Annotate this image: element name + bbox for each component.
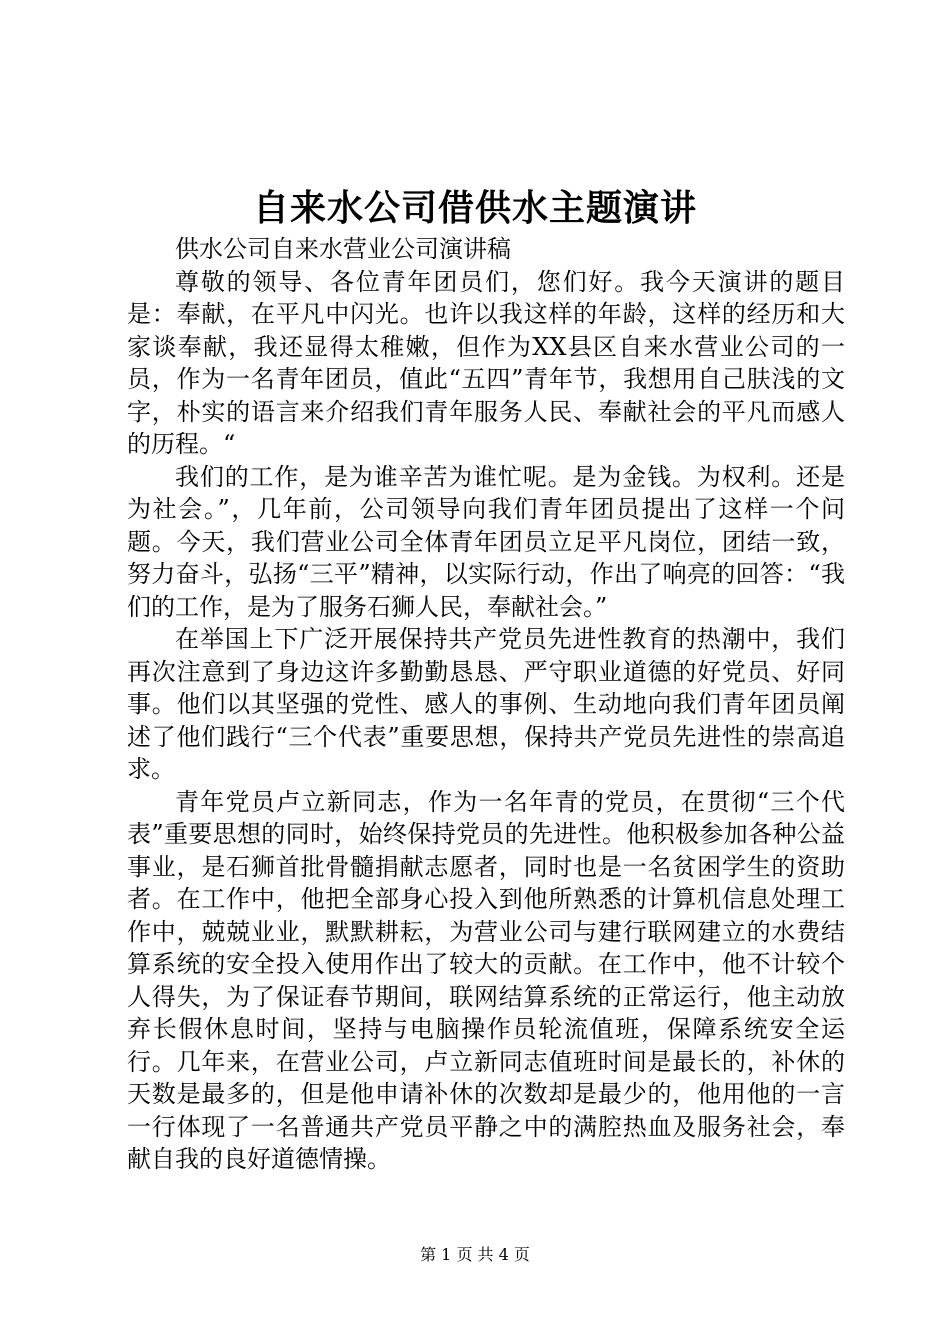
- document-subtitle: 供水公司自来水营业公司演讲稿: [175, 235, 511, 263]
- document-title: 自来水公司借供水主题演讲: [252, 187, 697, 229]
- paragraph-greeting: 尊敬的领导、各位青年团员们，您们好。我今天演讲的题目是：奉献，在平凡中闪光。也许以我这样的年龄，这样的经历和大家谈奉献，我还显得太稚嫩，但作为XX县区自来水营业公司的一员，作为一名青年团员，值此“五四”青年节，我想用自己肤浅的文字，朴实的语言来介绍我们青年服务人民、奉献社会的平凡而感人的历程。“: [127, 267, 845, 458]
- page-footer: 第 1 页 共 4 页: [420, 1245, 530, 1264]
- paragraph-lu-lixin: 青年党员卢立新同志，作为一名年青的党员，在贯彻“三个代表”重要思想的同时，始终保持党员的先进性。他积极参加各种公益事业，是石狮首批骨髓捐献志愿者，同时也是一名贫困学生的资助者。在工作中，他把全部身心投入到他所熟悉的计算机信息处理工作中，兢兢业业，默默耕耘，为营业公司与建行联网建立的水费结算系统的安全投入使用作出了较大的贡献。在工作中，他不计较个人得失，为了保证春节期间，联网结算系统的正常运行，他主动放弃长假休息时间，坚持与电脑操作员轮流值班，保障系统安全运行。几年来，在营业公司，卢立新同志值班时间是最长的，补休的天数是最多的，但是他申请补休的次数却是最少的，他用他的一言一行体现了一名普通共产党员平静之中的满腔热血及服务社会，奉献自我的良好道德情操。: [127, 787, 845, 1173]
- paragraph-party-members: 在举国上下广泛开展保持共产党员先进性教育的热潮中，我们再次注意到了身边这许多勤勤恳恳、严守职业道德的好党员、好同事。他们以其坚强的党性、感人的事例、生动地向我们青年团员阐述了他们践行“三个代表”重要思想，保持共产党员先进性的崇高追求。: [127, 625, 845, 783]
- paragraph-question: 我们的工作，是为谁辛苦为谁忙呢。是为金钱。为权利。还是为社会。”，几年前，公司领导向我们青年团员提出了这样一个问题。今天，我们营业公司全体青年团员立足平凡岗位，团结一致，努力奋斗，弘扬“三平”精神，以实际行动，作出了响亮的回答：“我们的工作，是为了服务石狮人民，奉献社会。”: [127, 462, 845, 621]
- document-body: [127, 233, 845, 1176]
